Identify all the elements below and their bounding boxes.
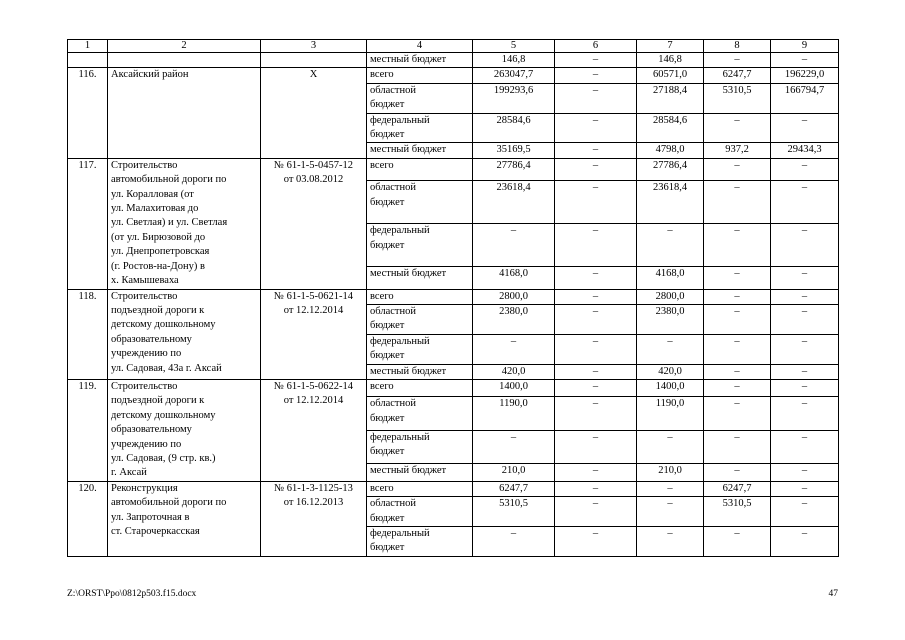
value-cell: – (771, 364, 839, 379)
header-cell: 4 (367, 40, 473, 53)
table-row (68, 68, 839, 83)
value-cell: – (637, 430, 704, 464)
value-cell: 27786,4 (637, 158, 704, 180)
value-cell: – (555, 181, 637, 224)
value-cell: – (555, 304, 637, 334)
value-cell: – (771, 267, 839, 289)
funding-source-cell: всего (367, 379, 473, 396)
value-cell: – (771, 397, 839, 431)
value-cell: 6247,7 (473, 481, 555, 496)
value-cell: – (555, 497, 637, 527)
value-cell: – (555, 158, 637, 180)
funding-source-cell: местный бюджет (367, 143, 473, 158)
value-cell: 5310,5 (704, 83, 771, 113)
funding-source-cell: всего (367, 481, 473, 496)
value-cell: – (704, 397, 771, 431)
header-cell: 6 (555, 40, 637, 53)
value-cell: 27188,4 (637, 83, 704, 113)
value-cell: – (555, 397, 637, 431)
value-cell: – (771, 379, 839, 396)
value-cell: – (704, 379, 771, 396)
value-cell: – (771, 527, 839, 557)
value-cell: 937,2 (704, 143, 771, 158)
value-cell: – (704, 224, 771, 267)
value-cell: 5310,5 (704, 497, 771, 527)
value-cell: 5310,5 (473, 497, 555, 527)
value-cell: – (771, 304, 839, 334)
row-number-cell (68, 53, 108, 68)
value-cell: 6247,7 (704, 481, 771, 496)
value-cell: 2380,0 (637, 304, 704, 334)
value-cell: – (771, 430, 839, 464)
header-cell: 9 (771, 40, 839, 53)
value-cell: – (555, 68, 637, 83)
value-cell: 420,0 (473, 364, 555, 379)
row-number-cell: 117. (68, 158, 108, 289)
value-cell: – (555, 464, 637, 481)
value-cell: – (771, 53, 839, 68)
funding-source-cell: федеральный бюджет (367, 224, 473, 267)
value-cell: 1400,0 (637, 379, 704, 396)
value-cell: – (555, 143, 637, 158)
row-number-cell: 119. (68, 379, 108, 481)
header-cell: 8 (704, 40, 771, 53)
value-cell: 2800,0 (473, 289, 555, 304)
value-cell: – (704, 527, 771, 557)
value-cell: – (637, 527, 704, 557)
table-row (68, 158, 839, 180)
funding-source-cell: федеральный бюджет (367, 527, 473, 557)
value-cell: 4798,0 (637, 143, 704, 158)
value-cell: 6247,7 (704, 68, 771, 83)
row-number-cell: 120. (68, 481, 108, 556)
value-cell: – (771, 224, 839, 267)
table-row (68, 289, 839, 304)
object-name-cell: Реконструкция автомобильной дороги по ул. Запроточная в ст. Старочеркасская (108, 481, 261, 556)
funding-source-cell: местный бюджет (367, 364, 473, 379)
value-cell: – (771, 289, 839, 304)
value-cell: 1190,0 (473, 397, 555, 431)
value-cell: – (473, 527, 555, 557)
value-cell: – (704, 430, 771, 464)
value-cell: 1400,0 (473, 379, 555, 396)
table-row (68, 481, 839, 496)
value-cell: – (473, 334, 555, 364)
funding-source-cell: всего (367, 158, 473, 180)
value-cell: – (704, 267, 771, 289)
document-cell: X (261, 68, 367, 158)
value-cell: – (473, 224, 555, 267)
value-cell: 146,8 (473, 53, 555, 68)
value-cell: 263047,7 (473, 68, 555, 83)
header-cell: 7 (637, 40, 704, 53)
value-cell: 28584,6 (473, 113, 555, 143)
value-cell: – (555, 334, 637, 364)
funding-source-cell: федеральный бюджет (367, 334, 473, 364)
value-cell: – (704, 364, 771, 379)
row-number-cell: 116. (68, 68, 108, 158)
value-cell: 210,0 (473, 464, 555, 481)
value-cell: 28584,6 (637, 113, 704, 143)
value-cell: – (555, 113, 637, 143)
value-cell: 199293,6 (473, 83, 555, 113)
object-name-cell: Строительство автомобильной дороги по ул. Коралловая (от ул. Малахитовая до ул. Светлая) и ул. Светлая (от ул. Бирюзовой до ул. Днепропетровская (г. Ростов-на-Дону) в х. Камышеваха (108, 158, 261, 289)
value-cell: 146,8 (637, 53, 704, 68)
value-cell: – (637, 334, 704, 364)
table-row (68, 379, 839, 396)
row-number-cell: 118. (68, 289, 108, 379)
header-row (68, 40, 839, 53)
table-row (68, 53, 839, 68)
value-cell: – (555, 379, 637, 396)
funding-source-cell: областной бюджет (367, 83, 473, 113)
funding-source-cell: областной бюджет (367, 304, 473, 334)
value-cell: – (555, 364, 637, 379)
value-cell: – (704, 304, 771, 334)
document-cell: № 61-1-5-0457-12 от 03.08.2012 (261, 158, 367, 289)
value-cell: – (555, 430, 637, 464)
value-cell: 2380,0 (473, 304, 555, 334)
value-cell: 4168,0 (473, 267, 555, 289)
object-name-cell (108, 53, 261, 68)
value-cell: – (771, 113, 839, 143)
value-cell: – (555, 481, 637, 496)
object-name-cell: Строительство подъездной дороги к детскому дошкольному образовательному учреждению по ул. Садовая, (9 стр. кв.) г. Аксай (108, 379, 261, 481)
value-cell: – (473, 430, 555, 464)
document-cell: № 61-1-3-1125-13 от 16.12.2013 (261, 481, 367, 556)
value-cell: – (771, 481, 839, 496)
value-cell: 23618,4 (473, 181, 555, 224)
value-cell: – (771, 158, 839, 180)
object-name-cell: Строительство подъездной дороги к детскому дошкольному образовательному учреждению по ул. Садовая, 43а г. Аксай (108, 289, 261, 379)
value-cell: 35169,5 (473, 143, 555, 158)
value-cell: – (637, 481, 704, 496)
value-cell: – (637, 497, 704, 527)
value-cell: – (704, 464, 771, 481)
value-cell: 1190,0 (637, 397, 704, 431)
funding-source-cell: областной бюджет (367, 397, 473, 431)
funding-source-cell: всего (367, 68, 473, 83)
header-cell: 1 (68, 40, 108, 53)
funding-source-cell: федеральный бюджет (367, 430, 473, 464)
header-cell: 3 (261, 40, 367, 53)
funding-source-cell: федеральный бюджет (367, 113, 473, 143)
value-cell: – (704, 289, 771, 304)
value-cell: – (555, 53, 637, 68)
value-cell: – (771, 497, 839, 527)
value-cell: – (555, 527, 637, 557)
value-cell: 196229,0 (771, 68, 839, 83)
value-cell: 29434,3 (771, 143, 839, 158)
value-cell: – (555, 224, 637, 267)
file-path: Z:\ORST\Ppo\0812p503.f15.docx (67, 589, 197, 599)
value-cell: 210,0 (637, 464, 704, 481)
value-cell: – (704, 53, 771, 68)
document-cell: № 61-1-5-0622-14 от 12.12.2014 (261, 379, 367, 481)
value-cell: – (704, 334, 771, 364)
funding-source-cell: местный бюджет (367, 464, 473, 481)
value-cell: – (555, 83, 637, 113)
value-cell: – (771, 181, 839, 224)
value-cell: – (771, 334, 839, 364)
value-cell: 166794,7 (771, 83, 839, 113)
document-cell: № 61-1-5-0621-14 от 12.12.2014 (261, 289, 367, 379)
funding-source-cell: местный бюджет (367, 267, 473, 289)
value-cell: – (771, 464, 839, 481)
value-cell: 60571,0 (637, 68, 704, 83)
value-cell: – (704, 158, 771, 180)
value-cell: – (555, 267, 637, 289)
value-cell: – (704, 181, 771, 224)
object-name-cell: Аксайский район (108, 68, 261, 158)
value-cell: 23618,4 (637, 181, 704, 224)
funding-source-cell: областной бюджет (367, 497, 473, 527)
document-cell (261, 53, 367, 68)
value-cell: 27786,4 (473, 158, 555, 180)
funding-source-cell: местный бюджет (367, 53, 473, 68)
value-cell: 420,0 (637, 364, 704, 379)
funding-source-cell: областной бюджет (367, 181, 473, 224)
funding-source-cell: всего (367, 289, 473, 304)
page-number: 47 (828, 589, 838, 599)
header-cell: 5 (473, 40, 555, 53)
value-cell: – (704, 113, 771, 143)
header-cell: 2 (108, 40, 261, 53)
value-cell: – (637, 224, 704, 267)
value-cell: – (555, 289, 637, 304)
value-cell: 2800,0 (637, 289, 704, 304)
budget-table (67, 39, 839, 557)
value-cell: 4168,0 (637, 267, 704, 289)
